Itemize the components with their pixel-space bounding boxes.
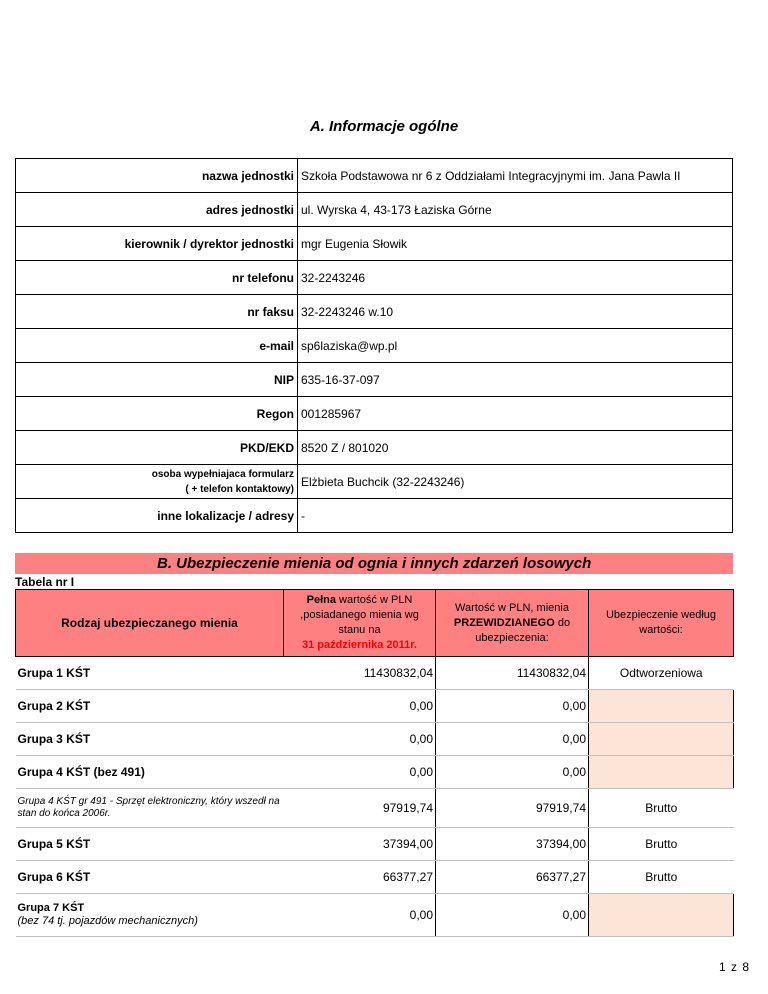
info-label: Regon	[16, 397, 298, 431]
row-property-type: Grupa 5 KŚT	[16, 828, 284, 861]
info-row	[16, 397, 733, 431]
info-value: Elżbieta Buchcik (32-2243246)	[298, 465, 733, 499]
info-value: mgr Eugenia Słowik	[298, 227, 733, 261]
row-insurance-basis: Brutto	[589, 828, 734, 861]
info-label: nr faksu	[16, 295, 298, 329]
row-insured-value: 37394,00	[436, 828, 589, 861]
info-label: adres jednostki	[16, 193, 298, 227]
row-insured-value: 0,00	[436, 690, 589, 723]
header-insured-value-bold: PRZEWIDZIANEGO	[453, 616, 555, 629]
row-property-type: Grupa 3 KŚT	[16, 723, 284, 756]
info-row	[16, 159, 733, 193]
row-insured-value: 11430832,04	[436, 657, 589, 690]
table-label: Tabela nr I	[15, 575, 75, 589]
table-row	[16, 828, 734, 861]
table-row	[16, 861, 734, 894]
row-full-value: 0,00	[284, 723, 436, 756]
row-full-value: 37394,00	[284, 828, 436, 861]
row-property-type	[16, 894, 284, 937]
row-full-value: 0,00	[284, 690, 436, 723]
table-row	[16, 789, 734, 828]
row-insured-value: 0,00	[436, 756, 589, 789]
row-full-value: 66377,27	[284, 861, 436, 894]
header-full-value-date: 31 października 2011r.	[302, 639, 417, 651]
table-row	[16, 690, 734, 723]
info-row	[16, 465, 733, 499]
info-row	[16, 363, 733, 397]
info-label: kierownik / dyrektor jednostki	[16, 227, 298, 261]
header-full-value	[284, 590, 436, 657]
general-info-table	[15, 158, 733, 533]
row-insurance-basis	[589, 756, 734, 789]
info-value: sp6laziska@wp.pl	[298, 329, 733, 363]
header-insurance-basis: Ubezpieczenie według wartości:	[589, 590, 734, 657]
row-property-type-line: Grupa 7 KŚT	[17, 902, 85, 914]
row-insurance-basis: Odtworzeniowa	[589, 657, 734, 690]
row-property-type: Grupa 6 KŚT	[16, 861, 284, 894]
info-label: inne lokalizacje / adresy	[16, 499, 298, 533]
row-property-type-note: (bez 74 tj. pojazdów mechanicznych)	[17, 915, 198, 927]
row-property-type: Grupa 4 KŚT gr 491 - Sprzęt elektroniczny, który wszedł na stan do końca 2006r.	[16, 789, 284, 828]
info-label	[16, 465, 298, 499]
info-value: ul. Wyrska 4, 43-173 Łaziska Górne	[298, 193, 733, 227]
row-insured-value: 97919,74	[436, 789, 589, 828]
row-insurance-basis	[589, 894, 734, 937]
header-property-type: Rodzaj ubezpieczanego mienia	[16, 590, 284, 657]
header-full-value-bold: Pełna	[306, 594, 336, 606]
info-value: 001285967	[298, 397, 733, 431]
table-row	[16, 723, 734, 756]
row-full-value: 11430832,04	[284, 657, 436, 690]
row-full-value: 0,00	[284, 756, 436, 789]
row-property-type: Grupa 2 KŚT	[16, 690, 284, 723]
table-row	[16, 657, 734, 690]
page-number: 1 z 8	[718, 960, 750, 974]
info-value: 635-16-37-097	[298, 363, 733, 397]
header-insured-value	[436, 590, 589, 657]
info-row	[16, 431, 733, 465]
row-insurance-basis	[589, 690, 734, 723]
header-insured-value-post: do ubezpieczenia:	[475, 616, 571, 644]
info-row	[16, 295, 733, 329]
section-a-title: A. Informacje ogólne	[309, 118, 459, 135]
info-label-line: osoba wypełniajaca formularz	[151, 468, 294, 480]
header-full-value-text: wartość w PLN ,posiadanego mienia wg stanu na	[300, 594, 419, 636]
info-label: PKD/EKD	[16, 431, 298, 465]
row-insured-value: 0,00	[436, 723, 589, 756]
info-label: nr telefonu	[16, 261, 298, 295]
info-value: 32-2243246 w.10	[298, 295, 733, 329]
info-value: 32-2243246	[298, 261, 733, 295]
row-full-value: 97919,74	[284, 789, 436, 828]
info-row	[16, 227, 733, 261]
header-insured-value-pre: Wartość w PLN, mienia	[455, 601, 569, 614]
info-label: nazwa jednostki	[16, 159, 298, 193]
info-row	[16, 261, 733, 295]
info-row	[16, 499, 733, 533]
info-label-line: ( + telefon kontaktowy)	[185, 483, 294, 495]
row-insured-value: 66377,27	[436, 861, 589, 894]
info-value: Szkoła Podstawowa nr 6 z Oddziałami Integracyjnymi im. Jana Pawla II	[298, 159, 733, 193]
row-insurance-basis: Brutto	[589, 789, 734, 828]
row-property-type: Grupa 1 KŚT	[16, 657, 284, 690]
table-row	[16, 894, 734, 937]
info-label: e-mail	[16, 329, 298, 363]
section-b-title: B. Ubezpieczenie mienia od ognia i innych zdarzeń losowych	[15, 553, 733, 574]
row-insurance-basis	[589, 723, 734, 756]
row-full-value: 0,00	[284, 894, 436, 937]
row-insurance-basis: Brutto	[589, 861, 734, 894]
info-row	[16, 329, 733, 363]
table-row	[16, 756, 734, 789]
row-insured-value: 0,00	[436, 894, 589, 937]
table-header-row	[16, 590, 734, 657]
property-insurance-table	[15, 589, 734, 937]
info-value: -	[298, 499, 733, 533]
info-value: 8520 Z / 801020	[298, 431, 733, 465]
row-property-type: Grupa 4 KŚT (bez 491)	[16, 756, 284, 789]
info-label: NIP	[16, 363, 298, 397]
info-row	[16, 193, 733, 227]
